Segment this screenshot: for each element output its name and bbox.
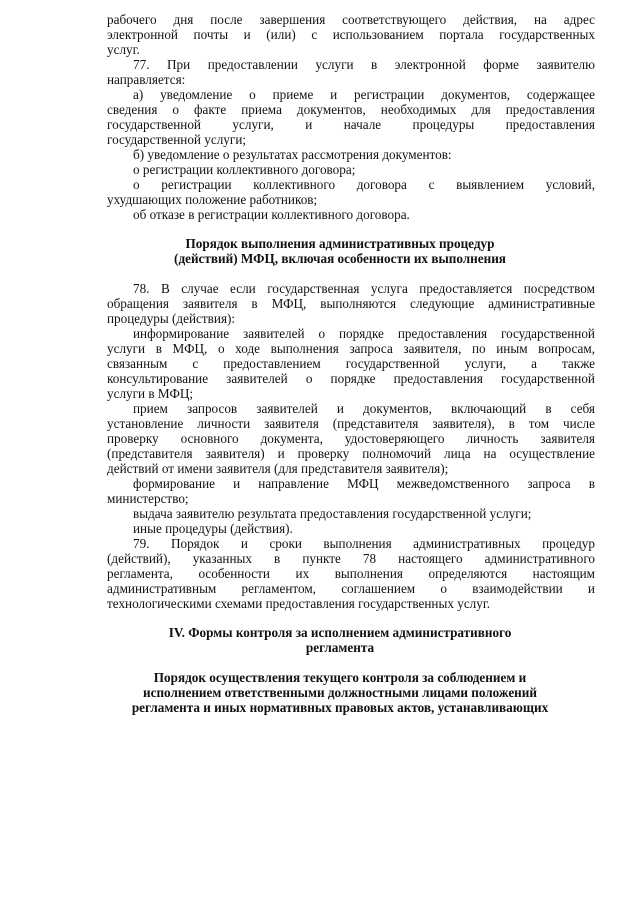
text-line: государственной услуги, и начале процедуры предоставления: [107, 117, 595, 132]
text-line: б) уведомление о результатах рассмотрения документов:: [133, 147, 452, 162]
text-line: иные процедуры (действия).: [133, 521, 293, 536]
text-line: о регистрации коллективного договора с выявлением условий,: [133, 177, 595, 192]
text-line: рабочего дня после завершения соответствующего действия, на адрес: [107, 12, 595, 27]
section-heading: Порядок выполнения административных процедур: [185, 236, 495, 251]
text-line: консультирование заявителей о порядке предоставления государственной: [107, 371, 595, 386]
text-line: (действий), указанных в пункте 78 настоящего административного: [107, 551, 595, 566]
text-line: административным регламентом, соглашением о взаимодействии и: [107, 581, 595, 596]
text-line: а) уведомление о приеме и регистрации документов, содержащее: [133, 87, 595, 102]
text-line: ухудшающих положение работников;: [107, 192, 318, 207]
subsection-heading: регламента и иных нормативных правовых актов, устанавливающих: [131, 700, 549, 715]
text-line: выдача заявителю результата предоставления государственной услуги;: [133, 506, 532, 521]
text-line: формирование и направление МФЦ межведомственного запроса в: [133, 476, 595, 491]
text-line: 78. В случае если государственная услуга предоставляется посредством: [133, 281, 595, 296]
text-line: прием запросов заявителей и документов, включающий в себя: [133, 401, 595, 416]
text-line: технологическими схемами предоставления государственных услуг.: [107, 596, 491, 611]
text-line: связанным с предоставлением государственной услуги, а также: [107, 356, 595, 371]
text-line: проверку основного документа, удостоверяющего личность заявителя: [107, 431, 595, 446]
subsection-heading: исполнением ответственными должностными лицами положений: [143, 685, 537, 700]
text-line: услуги в МФЦ, о ходе выполнения запроса заявителя, по иным вопросам,: [107, 341, 595, 356]
text-line: процедуры (действия):: [107, 311, 236, 326]
text-line: электронной почты и (или) с использованием портала государственных: [107, 27, 595, 42]
text-line: установление личности заявителя (представителя заявителя), в том числе: [107, 416, 595, 431]
text-line: 79. Порядок и сроки выполнения административных процедур: [133, 536, 595, 551]
text-line: сведения о факте приема документов, необходимых для предоставления: [107, 102, 595, 117]
chapter-heading: IV. Формы контроля за исполнением административного: [168, 625, 512, 640]
text-line: услуг.: [107, 42, 140, 57]
text-line: об отказе в регистрации коллективного договора.: [133, 207, 410, 222]
text-line: обращения заявителя в МФЦ, выполняются следующие административные: [107, 296, 595, 311]
chapter-heading: регламента: [305, 640, 375, 655]
section-heading: (действий) МФЦ, включая особенности их выполнения: [174, 251, 506, 266]
text-line: действий от имени заявителя (для представителя заявителя);: [107, 461, 449, 476]
text-line: регламента, особенности их выполнения определяются настоящим: [107, 566, 595, 581]
text-line: услуги в МФЦ;: [107, 386, 194, 401]
text-line: информирование заявителей о порядке предоставления государственной: [133, 326, 595, 341]
text-line: направляется:: [107, 72, 186, 87]
text-line: министерство;: [107, 491, 189, 506]
text-line: (представителя заявителя) и проверку полномочий лица на осуществление: [107, 446, 595, 461]
text-line: о регистрации коллективного договора;: [133, 162, 356, 177]
text-line: 77. При предоставлении услуги в электронной форме заявителю: [133, 57, 595, 72]
text-line: государственной услуги;: [107, 132, 247, 147]
subsection-heading: Порядок осуществления текущего контроля за соблюдением и: [153, 670, 527, 685]
